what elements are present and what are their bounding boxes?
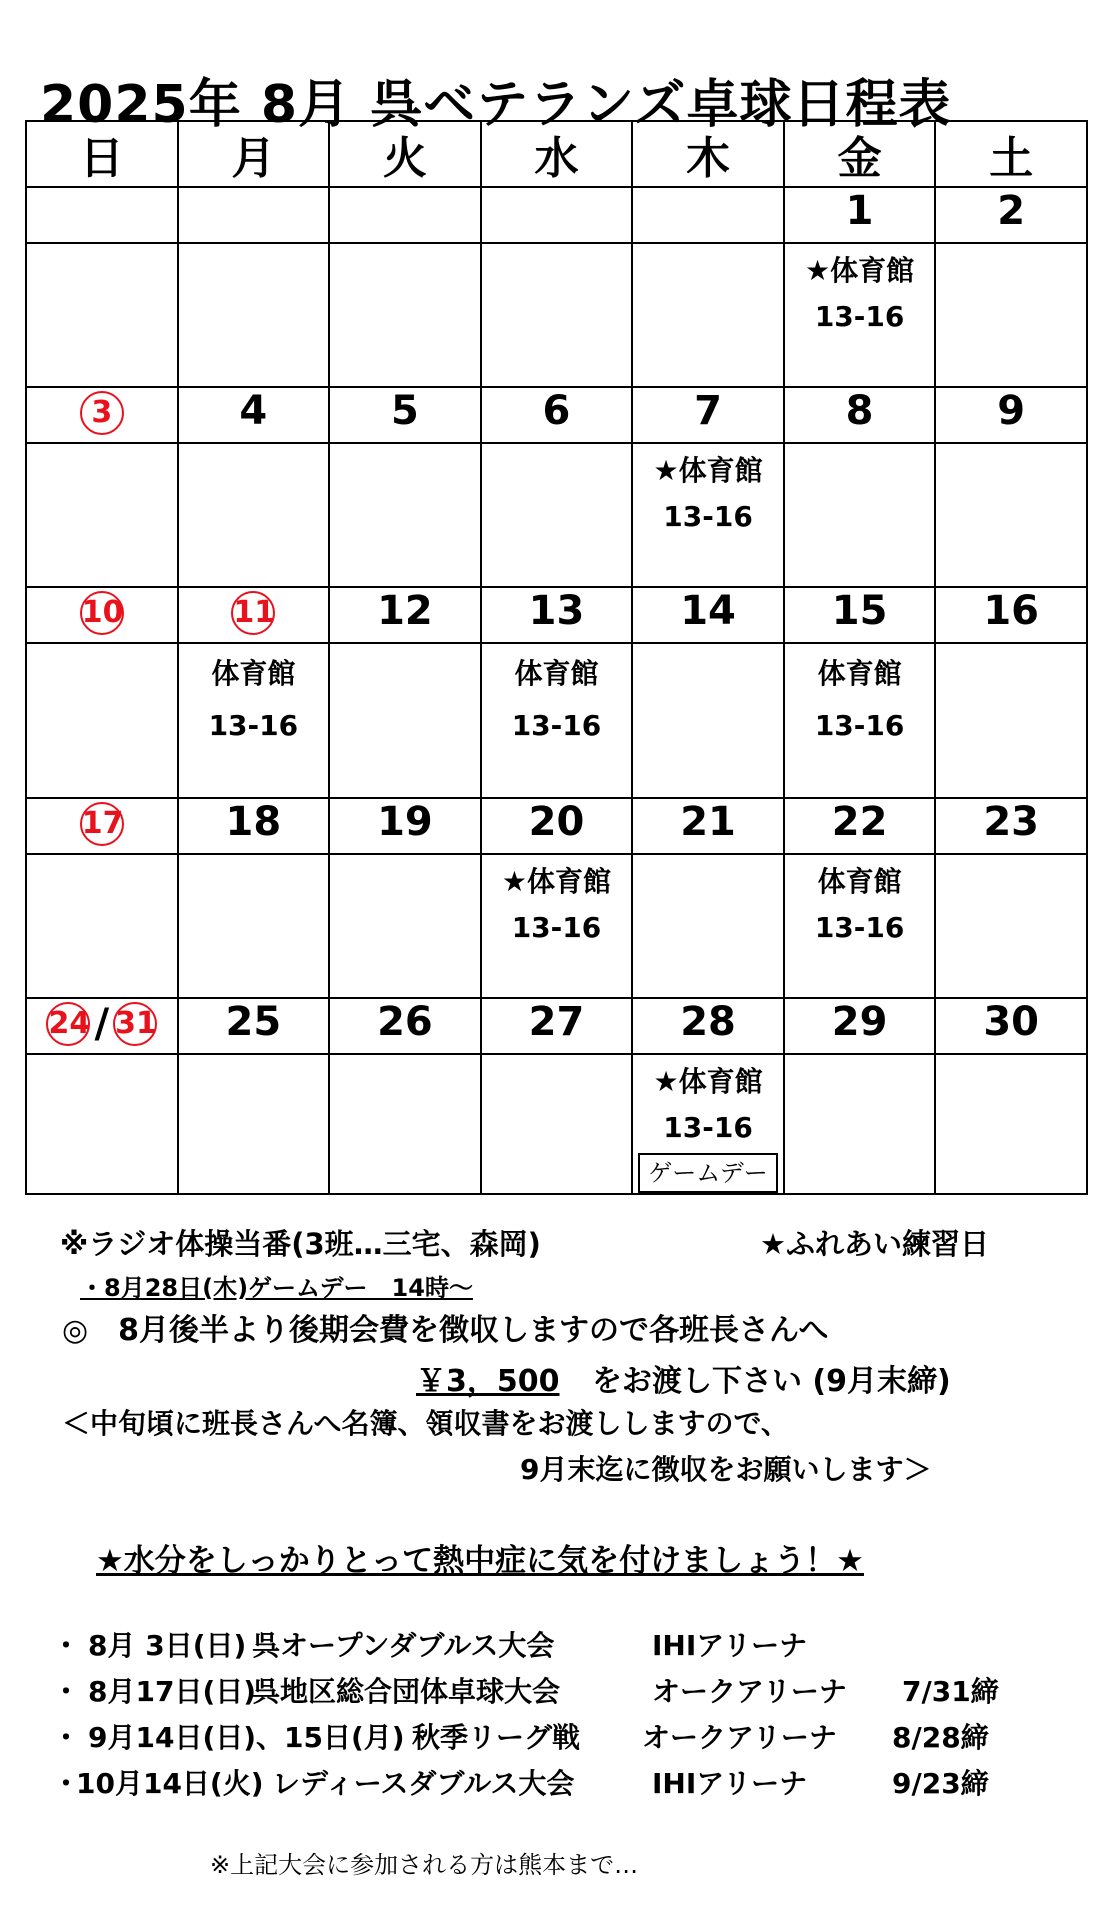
event-time: 13-16	[208, 709, 299, 742]
calendar-table	[25, 120, 1088, 1195]
tournament-name: レディースダブルス大会	[272, 1767, 575, 1800]
event-cell	[632, 854, 784, 998]
event-cell	[178, 1054, 330, 1194]
date-cell: 12	[329, 587, 481, 643]
tournament-item	[52, 1624, 808, 1664]
roster-note-line2: 9月末迄に徴収をお願いします＞	[520, 1453, 932, 1486]
date-cell	[26, 587, 178, 643]
tournament-item	[52, 1716, 989, 1756]
holiday-date-marker: 10	[80, 591, 124, 635]
date-cell: 7	[632, 387, 784, 443]
event-venue: ★体育館	[653, 1065, 763, 1098]
legend-note: ★ふれあい練習日	[760, 1227, 989, 1261]
event-time: 13-16	[663, 500, 753, 533]
date-cell: 28	[632, 998, 784, 1054]
tournament-name: 呉オープンダブルス大会	[252, 1629, 555, 1662]
date-cell: 5	[329, 387, 481, 443]
event-cell	[632, 1054, 784, 1194]
tournament-deadline: 9/23締	[892, 1767, 989, 1800]
date-cell: 21	[632, 798, 784, 854]
date-cell: 19	[329, 798, 481, 854]
week-4-events	[26, 854, 1087, 998]
holiday-date-marker: 17	[80, 802, 124, 846]
roster-note-line1: ＜中旬頃に班長さんへ名簿、領収書をお渡ししますので、	[62, 1407, 789, 1440]
event-venue: 体育館	[211, 657, 296, 690]
event-cell	[481, 443, 633, 587]
event-cell	[481, 643, 633, 798]
week-1-dates	[26, 187, 1087, 243]
event-cell	[178, 854, 330, 998]
date-cell	[26, 387, 178, 443]
footer-note: ※上記大会に参加される方は熊本まで…	[210, 1851, 639, 1879]
week-4-dates	[26, 798, 1087, 854]
tournament-date: 8月17日(日)	[88, 1675, 257, 1708]
event-cell	[784, 243, 936, 387]
date-cell: 16	[935, 587, 1087, 643]
event-time: 13-16	[814, 911, 905, 944]
event-cell	[178, 243, 330, 387]
date-cell: 18	[178, 798, 330, 854]
event-venue: ★体育館	[501, 865, 612, 898]
event-time: 13-16	[663, 1111, 753, 1144]
event-cell	[481, 1054, 633, 1194]
event-cell	[329, 854, 481, 998]
tournament-date: 10月14日(火)	[76, 1767, 264, 1800]
event-cell	[632, 243, 784, 387]
week-1-events	[26, 243, 1087, 387]
event-time: 13-16	[814, 300, 905, 333]
tournament-bullet: ・	[52, 1721, 81, 1754]
holiday-date-marker: 3	[80, 391, 124, 435]
event-venue: ★体育館	[805, 254, 915, 287]
game-day-badge: ゲームデー	[638, 1153, 778, 1193]
weekday-header: 土	[935, 121, 1087, 187]
event-cell	[329, 1054, 481, 1194]
event-venue: 体育館	[514, 657, 599, 690]
weekday-header: 月	[178, 121, 330, 187]
tournament-date: 9月14日(日)、15日(月)	[88, 1721, 405, 1754]
week-5-events	[26, 1054, 1087, 1194]
tournament-deadline: 7/31締	[902, 1675, 999, 1708]
event-cell	[632, 443, 784, 587]
date-cell: 9	[935, 387, 1087, 443]
week-2-dates	[26, 387, 1087, 443]
date-cell: 20	[481, 798, 633, 854]
date-cell: 2	[935, 187, 1087, 243]
tournament-item	[52, 1762, 989, 1802]
event-cell	[178, 443, 330, 587]
event-cell	[26, 1054, 178, 1194]
tournament-venue: IHIアリーナ	[652, 1629, 808, 1662]
fee-note-line1: ◎ 8月後半より後期会費を徴収しますので各班長さんへ	[62, 1313, 829, 1348]
event-venue: 体育館	[817, 865, 902, 898]
date-cell	[329, 187, 481, 243]
tournament-venue: オークアリーナ	[652, 1675, 847, 1708]
event-time: 13-16	[511, 709, 602, 742]
date-cell: 26	[329, 998, 481, 1054]
fee-note-line2	[416, 1356, 951, 1400]
event-cell	[935, 854, 1087, 998]
event-cell	[26, 443, 178, 587]
date-cell: 13	[481, 587, 633, 643]
weekday-header: 火	[329, 121, 481, 187]
date-cell: 14	[632, 587, 784, 643]
date-cell: 22	[784, 798, 936, 854]
event-cell	[481, 854, 633, 998]
week-5-dates	[26, 998, 1087, 1054]
event-cell	[329, 443, 481, 587]
page-title: 2025年 8月 呉ベテランズ卓球日程表	[40, 75, 952, 135]
event-cell	[784, 854, 936, 998]
date-cell	[178, 587, 330, 643]
date-cell	[26, 798, 178, 854]
date-cell: 23	[935, 798, 1087, 854]
tournament-item	[52, 1670, 999, 1710]
event-time: 13-16	[814, 709, 905, 742]
weekday-header: 日	[26, 121, 178, 187]
date-cell	[632, 187, 784, 243]
fee-instruction: をお渡し下さい (9月末締)	[591, 1364, 951, 1399]
date-cell	[26, 187, 178, 243]
tournament-venue: オークアリーナ	[642, 1721, 837, 1754]
week-3-dates	[26, 587, 1087, 643]
event-cell	[329, 243, 481, 387]
event-cell	[178, 643, 330, 798]
event-venue: ★体育館	[653, 454, 763, 487]
event-cell	[481, 243, 633, 387]
tournament-bullet: ・	[52, 1675, 81, 1708]
event-cell	[935, 1054, 1087, 1194]
tournament-deadline: 8/28締	[892, 1721, 989, 1754]
event-cell	[784, 643, 936, 798]
event-cell	[784, 1054, 936, 1194]
holiday-date-marker: 11	[231, 591, 275, 635]
date-cell: 15	[784, 587, 936, 643]
heat-warning: ★水分をしっかりとって熱中症に気を付けましょう！★	[96, 1543, 864, 1579]
weekday-header-row	[26, 121, 1087, 187]
weekday-header: 金	[784, 121, 936, 187]
event-cell	[632, 643, 784, 798]
tournament-bullet: ・	[52, 1767, 81, 1800]
date-separator: /	[94, 1001, 110, 1047]
event-cell	[935, 243, 1087, 387]
event-cell	[26, 854, 178, 998]
event-cell	[935, 643, 1087, 798]
event-cell	[26, 243, 178, 387]
fee-amount: ￥3，500	[416, 1364, 560, 1399]
tournament-bullet: ・	[52, 1629, 81, 1662]
gameday-note: ・8月28日(木)ゲームデー 14時～	[80, 1274, 473, 1302]
event-cell	[784, 443, 936, 587]
event-cell	[935, 443, 1087, 587]
date-cell: 25	[178, 998, 330, 1054]
radio-exercise-note: ※ラジオ体操当番(3班…三宅、森岡)	[60, 1227, 541, 1261]
date-cell: 4	[178, 387, 330, 443]
weekday-header: 木	[632, 121, 784, 187]
date-cell: 27	[481, 998, 633, 1054]
tournament-venue: IHIアリーナ	[652, 1767, 808, 1800]
event-time: 13-16	[511, 911, 602, 944]
event-venue: 体育館	[817, 657, 902, 690]
tournament-name: 秋季リーグ戦	[412, 1721, 581, 1754]
date-cell: 6	[481, 387, 633, 443]
holiday-date-marker: 31	[113, 1002, 157, 1046]
date-cell	[26, 998, 178, 1054]
date-cell	[178, 187, 330, 243]
holiday-date-marker: 24	[46, 1002, 90, 1046]
date-cell: 30	[935, 998, 1087, 1054]
date-cell: 1	[784, 187, 936, 243]
date-cell: 29	[784, 998, 936, 1054]
tournament-date: 8月 3日(日)	[88, 1629, 247, 1662]
date-cell: 8	[784, 387, 936, 443]
tournament-name: 呉地区総合団体卓球大会	[252, 1675, 561, 1708]
weekday-header: 水	[481, 121, 633, 187]
event-cell	[26, 643, 178, 798]
event-cell	[329, 643, 481, 798]
date-cell	[481, 187, 633, 243]
week-3-events	[26, 643, 1087, 798]
week-2-events	[26, 443, 1087, 587]
